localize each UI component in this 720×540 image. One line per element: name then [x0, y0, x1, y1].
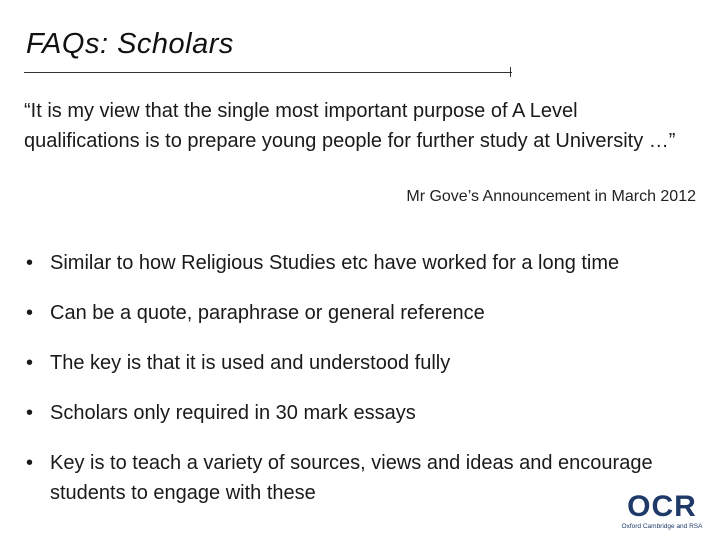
bullet-item [24, 448, 700, 508]
title-underline-end-tick [510, 67, 511, 77]
bullet-text: Key is to teach a variety of sources, views and ideas and encourage students to engage with these [50, 452, 653, 504]
bullet-item [24, 398, 700, 428]
title-underline [24, 72, 512, 73]
bullet-text: Similar to how Religious Studies etc have worked for a long time [50, 252, 620, 274]
bullet-marker: • [26, 452, 34, 474]
bullet-marker: • [26, 252, 34, 274]
bullet-item [24, 348, 700, 378]
bullet-item [24, 298, 700, 328]
gove-quote: “It is my view that the single most important purpose of A Level qualifications is to prepare young people for further study at University …” [24, 100, 676, 152]
bullet-list [24, 248, 700, 528]
bullet-text: The key is that it is used and understood fully [50, 352, 451, 374]
bullet-marker: • [26, 352, 34, 374]
bullet-marker: • [26, 402, 34, 424]
ocr-logo [614, 488, 710, 532]
quote-attribution: Mr Gove’s Announcement in March 2012 [406, 188, 696, 205]
ocr-tagline: Oxford Cambridge and RSA [621, 523, 703, 530]
ocr-wordmark: OCR [627, 490, 697, 523]
bullet-marker: • [26, 302, 34, 324]
bullet-text: Can be a quote, paraphrase or general reference [50, 302, 485, 324]
bullet-text: Scholars only required in 30 mark essays [50, 402, 416, 424]
bullet-item [24, 248, 700, 278]
slide-title: FAQs: Scholars [26, 28, 234, 60]
